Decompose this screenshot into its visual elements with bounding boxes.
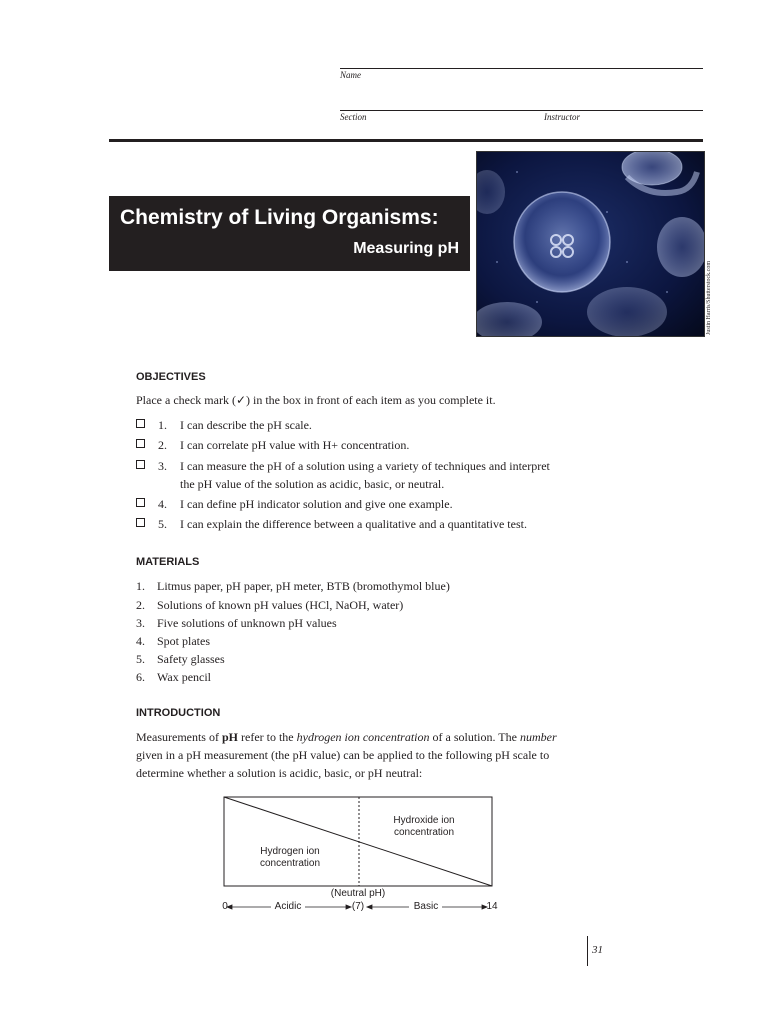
basic-label: Basic xyxy=(413,901,439,912)
chapter-title-block xyxy=(109,196,470,271)
checkbox[interactable] xyxy=(136,419,145,428)
introduction-heading: INTRODUCTION xyxy=(136,707,221,719)
materials-heading: MATERIALS xyxy=(136,556,200,568)
hydroxide-label: Hydroxide ion concentration xyxy=(393,815,455,838)
name-label: Name xyxy=(340,70,361,80)
header-divider xyxy=(109,139,703,142)
checkbox[interactable] xyxy=(136,439,145,448)
intro-line-1: Measurements of pH refer to the hydrogen ion concentration of a solution. The number xyxy=(136,730,557,744)
scale-min-label: 0 xyxy=(222,901,228,912)
jellyfish-photo-art xyxy=(477,152,704,336)
intro-line-2: given in a pH measurement (the pH value) can be applied to the following pH scale to xyxy=(136,748,550,762)
photo-credit: Justin Harris/Shutterstock.com xyxy=(706,261,712,335)
jellyfish-photo xyxy=(476,151,705,337)
checkbox[interactable] xyxy=(136,460,145,469)
name-rule xyxy=(340,68,703,69)
neutral-ph-label: (Neutral pH) xyxy=(330,888,386,899)
chapter-subtitle: Measuring pH xyxy=(353,240,459,257)
page-number: 31 xyxy=(592,944,603,956)
objectives-instruction: Place a check mark (✓) in the box in front of each item as you complete it. xyxy=(136,393,496,407)
scale-max-label: 14 xyxy=(486,901,498,912)
intro-line-3: determine whether a solution is acidic, basic, or pH neutral: xyxy=(136,766,423,780)
chapter-title: Chemistry of Living Organisms: xyxy=(120,206,439,229)
page-number-rule xyxy=(587,936,588,966)
hydrogen-label: Hydrogen ion concentration xyxy=(259,846,321,869)
section-rule xyxy=(340,110,703,111)
checkbox[interactable] xyxy=(136,498,145,507)
checkbox[interactable] xyxy=(136,518,145,527)
diagram-diagonal xyxy=(224,797,492,886)
section-label: Section xyxy=(340,112,367,122)
objectives-heading: OBJECTIVES xyxy=(136,371,206,383)
instructor-label: Instructor xyxy=(544,112,580,122)
neutral-value-label: (7) xyxy=(351,901,365,912)
acidic-label: Acidic xyxy=(274,901,302,912)
